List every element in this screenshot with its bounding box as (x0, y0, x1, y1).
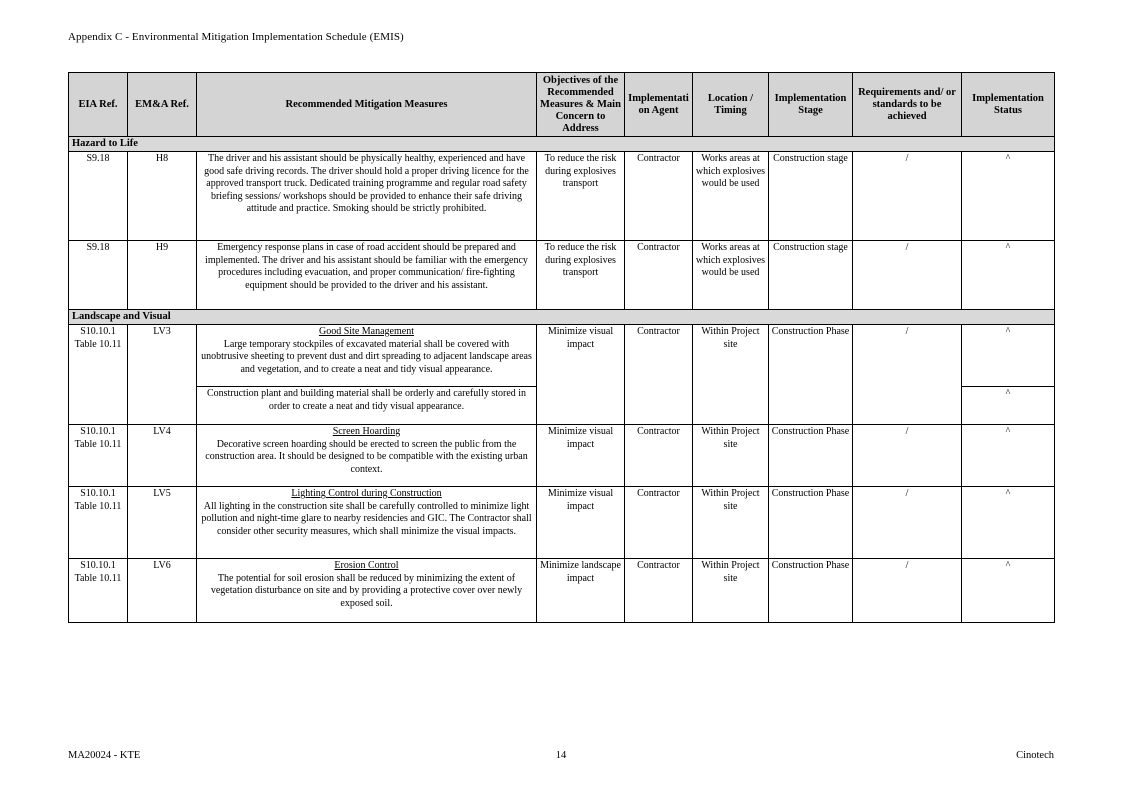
cell-measures (197, 487, 537, 559)
cell-eia-ref: S9.18 (69, 152, 128, 241)
cell-location: Within Project site (693, 425, 769, 487)
cell-location: Within Project site (693, 325, 769, 425)
cell-status: ^ (962, 425, 1055, 487)
cell-ema-ref: LV3 (128, 325, 197, 425)
cell-requirements: / (853, 241, 962, 310)
eia-ref-line1: S10.10.1 (80, 560, 116, 571)
column-header-eia-ref: EIA Ref. (69, 73, 128, 137)
cell-stage: Construction Phase (769, 487, 853, 559)
cell-location: Within Project site (693, 559, 769, 623)
cell-eia-ref (69, 425, 128, 487)
column-header-measures: Recommended Mitigation Measures (197, 73, 537, 137)
eia-ref-line1: S10.10.1 (80, 326, 116, 337)
cell-ema-ref: H8 (128, 152, 197, 241)
table-row (69, 152, 1055, 241)
section-label: Landscape and Visual (69, 310, 1055, 325)
mitigation-table (68, 72, 1055, 623)
cell-stage: Construction Phase (769, 325, 853, 425)
cell-location: Works areas at which explosives would be used (693, 152, 769, 241)
footer-project-ref: MA20024 - KTE (68, 750, 141, 761)
cell-objectives: Minimize visual impact (537, 425, 625, 487)
eia-ref-line2: Table 10.11 (74, 338, 122, 350)
cell-status: ^ (962, 559, 1055, 623)
table-row (69, 487, 1055, 559)
cell-eia-ref (69, 487, 128, 559)
eia-ref-line2: Table 10.11 (74, 572, 122, 584)
column-header-stage: Implementation Stage (769, 73, 853, 137)
measure-text: Large temporary stockpiles of excavated material shall be covered with unobtrusive sheeting to prevent dust and dirt spreading to adjacent landscape areas and vegetation, and to create a neat and tidy visual appearance. (201, 338, 532, 375)
measure-title: Screen Hoarding (332, 426, 401, 437)
cell-eia-ref: S9.18 (69, 241, 128, 310)
table-row (69, 241, 1055, 310)
table-row (69, 559, 1055, 623)
cell-requirements: / (853, 325, 962, 425)
cell-stage: Construction stage (769, 241, 853, 310)
column-header-location-timing: Location / Timing (693, 73, 769, 137)
cell-eia-ref (69, 559, 128, 623)
cell-measures (197, 559, 537, 623)
cell-objectives: To reduce the risk during explosives transport (537, 241, 625, 310)
cell-ema-ref: LV5 (128, 487, 197, 559)
cell-agent: Contractor (625, 241, 693, 310)
eia-ref-line1: S10.10.1 (80, 426, 116, 437)
measure-text: All lighting in the construction site shall be carefully controlled to minimize light pollution and night-time glare to nearby residencies and GIC. The Contractor shall consider other security measures, which shall minimize the visual impacts. (201, 500, 532, 537)
cell-measures (197, 425, 537, 487)
cell-objectives: To reduce the risk during explosives transport (537, 152, 625, 241)
cell-agent: Contractor (625, 152, 693, 241)
cell-objectives: Minimize visual impact (537, 325, 625, 425)
cell-requirements: / (853, 425, 962, 487)
cell-measures: The driver and his assistant should be physically healthy, experienced and have good safe driving records. The driver should hold a proper driving licence for the approved transport truck. Dedicated training programme and regular road safety briefing sessions/ workshops should be provided to enhance their safe driving attitude and practice. Smoking should be strictly prohibited. (197, 152, 537, 241)
measure-title: Erosion Control (334, 560, 399, 571)
eia-ref-line2: Table 10.11 (74, 438, 122, 450)
cell-ema-ref: H9 (128, 241, 197, 310)
cell-requirements: / (853, 152, 962, 241)
section-row-landscape-and-visual (69, 310, 1055, 325)
cell-agent: Contractor (625, 425, 693, 487)
cell-measures: Emergency response plans in case of road accident should be prepared and implemented. The driver and his assistant should be familiar with the emergency procedures including evacuation, and proper communication/ fire-fighting equipment should be provided to the driver and his assistant. (197, 241, 537, 310)
cell-location: Works areas at which explosives would be used (693, 241, 769, 310)
table-row (69, 325, 1055, 387)
eia-ref-line2: Table 10.11 (74, 500, 122, 512)
table-header-row (69, 73, 1055, 137)
measure-text: The potential for soil erosion shall be reduced by minimizing the extent of vegetation disturbance on site and by providing a protective cover over newly exposed soil. (210, 572, 523, 609)
measure-title: Good Site Management (319, 326, 414, 337)
column-header-agent: Implementation Agent (625, 73, 693, 137)
cell-objectives: Minimize visual impact (537, 487, 625, 559)
cell-status: ^ (962, 241, 1055, 310)
cell-eia-ref (69, 325, 128, 425)
section-row-hazard-to-life (69, 137, 1055, 152)
cell-status: ^ (962, 152, 1055, 241)
page-title: Appendix C - Environmental Mitigation Implementation Schedule (EMIS) (68, 31, 404, 43)
column-header-ema-ref: EM&A Ref. (128, 73, 197, 137)
footer-page-number: 14 (555, 750, 567, 761)
eia-ref-line1: S10.10.1 (80, 488, 116, 499)
cell-status: ^ (962, 325, 1055, 387)
cell-stage: Construction Phase (769, 425, 853, 487)
column-header-status: Implementation Status (962, 73, 1055, 137)
cell-agent: Contractor (625, 325, 693, 425)
cell-requirements: / (853, 559, 962, 623)
cell-ema-ref: LV6 (128, 559, 197, 623)
cell-measures (197, 325, 537, 387)
cell-ema-ref: LV4 (128, 425, 197, 487)
cell-objectives: Minimize landscape impact (537, 559, 625, 623)
section-label: Hazard to Life (69, 137, 1055, 152)
cell-stage: Construction stage (769, 152, 853, 241)
footer-company: Cinotech (1016, 750, 1054, 761)
cell-agent: Contractor (625, 559, 693, 623)
measure-text: Decorative screen hoarding should be erected to screen the public from the construction area. It should be designed to be compatible with the existing urban context. (205, 438, 528, 475)
column-header-requirements: Requirements and/ or standards to be achieved (853, 73, 962, 137)
cell-status: ^ (962, 487, 1055, 559)
cell-requirements: / (853, 487, 962, 559)
measure-title: Lighting Control during Construction (291, 488, 442, 499)
cell-measures: Construction plant and building material shall be orderly and carefully stored in order to create a neat and tidy visual appearance. (197, 387, 537, 425)
table-row (69, 425, 1055, 487)
cell-agent: Contractor (625, 487, 693, 559)
cell-status: ^ (962, 387, 1055, 425)
cell-stage: Construction Phase (769, 559, 853, 623)
cell-location: Within Project site (693, 487, 769, 559)
column-header-objectives: Objectives of the Recommended Measures & Main Concern to Address (537, 73, 625, 137)
